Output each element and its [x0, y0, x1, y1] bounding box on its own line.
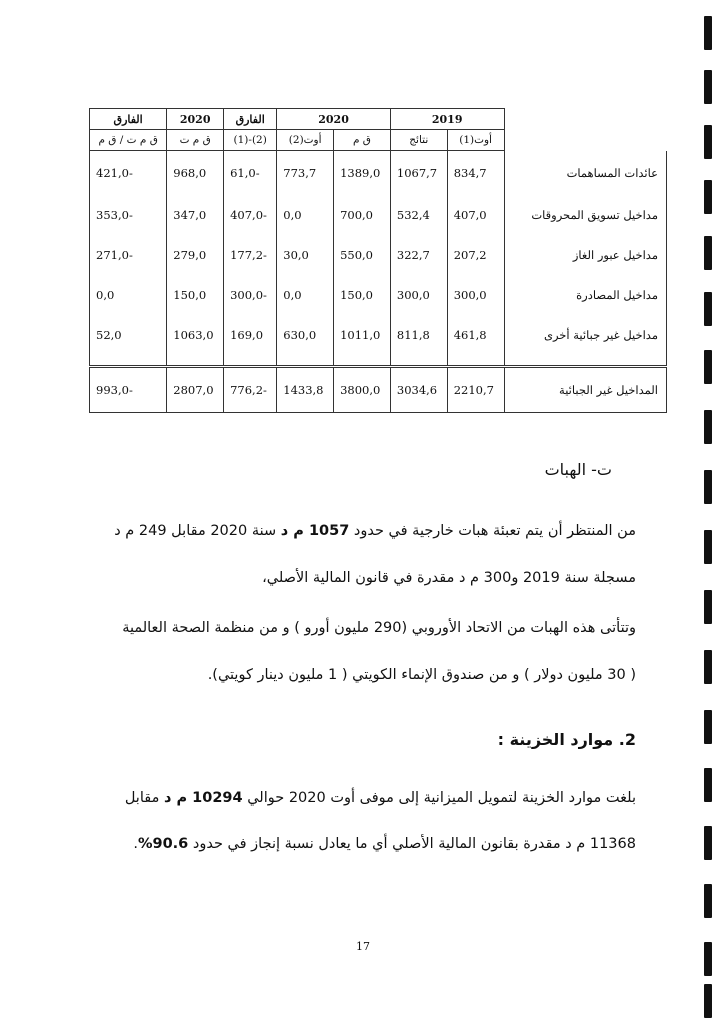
table-cell: -177,2	[224, 235, 277, 275]
table-cell: 773,7	[277, 151, 334, 196]
table-cell: 150,0	[167, 275, 224, 315]
treasury-line-1: بلغت موارد الخزينة لتمويل الميزانية إلى موفى أوت 2020 حوالي 10294 م د مقابل	[124, 790, 636, 806]
table-header-years	[90, 109, 667, 130]
table-cell: 169,0	[224, 315, 277, 355]
sub-aout-2: أوت(2)	[277, 130, 334, 151]
grants-line-2: مسجلة سنة 2019 و300 م د مقدرة في قانون المالية الأصلي،	[262, 570, 636, 586]
page-number: 17	[356, 940, 370, 953]
header-2020: 2020	[277, 109, 391, 130]
row-label: مداخيل عبور الغاز	[504, 235, 667, 275]
revenue-table	[89, 108, 667, 413]
section-heading-grants: ت- الهبات	[544, 460, 612, 479]
table-cell: 834,7	[447, 151, 504, 196]
table-row	[90, 275, 667, 315]
row-label: المداخيل غير الجبائية	[504, 367, 667, 413]
row-label: مداخيل تسويق المحروقات	[504, 195, 667, 235]
table-row	[90, 235, 667, 275]
table-cell: 0,0	[277, 195, 334, 235]
table-cell: 407,0	[447, 195, 504, 235]
table-cell: 300,0	[447, 275, 504, 315]
table-cell: 347,0	[167, 195, 224, 235]
table-row-total: المداخيل غير الجبائية 2210,7 3034,6 3800,0 1433,8 -776,2 2807,0 -993,0	[90, 367, 667, 413]
table-cell: 550,0	[334, 235, 391, 275]
table-row	[90, 151, 667, 196]
sub-lf: ق م	[334, 130, 391, 151]
binding-strip	[704, 0, 712, 1024]
section-heading-treasury: 2. موارد الخزينة :	[497, 730, 636, 749]
header-2019: 2019	[390, 109, 504, 130]
table-cell: 461,8	[447, 315, 504, 355]
row-label: مداخيل المصادرة	[504, 275, 667, 315]
table-cell: 150,0	[334, 275, 391, 315]
table-cell: 1389,0	[334, 151, 391, 196]
header-2020-lfc: 2020	[167, 109, 224, 130]
header-diff-1: الفارق	[224, 109, 277, 130]
grants-line-1: من المنتظر أن يتم تعبئة هبات خارجية في حدود 1057 م د سنة 2020 مقابل 249 م د	[114, 523, 636, 539]
table-cell: 700,0	[334, 195, 391, 235]
table-cell: -407,0	[224, 195, 277, 235]
table-cell: 1063,0	[167, 315, 224, 355]
table-cell: 1067,7	[390, 151, 447, 196]
table-cell: 322,7	[390, 235, 447, 275]
table-cell: 207,2	[447, 235, 504, 275]
row-label: عائدات المساهمات	[504, 151, 667, 196]
grants-line-3: وتتأتى هذه الهبات من الاتحاد الأوروبي (290 مليون أورو ) و من منظمة الصحة العالمية	[122, 620, 636, 636]
table-header-sub	[90, 130, 667, 151]
table-row	[90, 315, 667, 355]
treasury-line-2: 11368 م د مقدرة بقانون المالية الأصلي أي ما يعادل نسبة إنجاز في حدود 90.6%.	[133, 836, 636, 852]
table-cell: 0,0	[90, 275, 167, 315]
table-cell: -300,0	[224, 275, 277, 315]
sub-lfc-lf: ق م ت / ق م	[90, 130, 167, 151]
table-cell: -353,0	[90, 195, 167, 235]
table-cell: 1011,0	[334, 315, 391, 355]
sub-aout-1: أوت(1)	[447, 130, 504, 151]
sub-results: نتائج	[390, 130, 447, 151]
row-label: مداخيل غير جبائية أخرى	[504, 315, 667, 355]
header-diff-2: الفارق	[90, 109, 167, 130]
table-cell: 630,0	[277, 315, 334, 355]
table-cell: 300,0	[390, 275, 447, 315]
table-cell: 52,0	[90, 315, 167, 355]
table-cell: -271,0	[90, 235, 167, 275]
sub-diff-2-1: (2)-(1)	[224, 130, 277, 151]
table-cell: 279,0	[167, 235, 224, 275]
table-cell: 30,0	[277, 235, 334, 275]
table-cell: 532,4	[390, 195, 447, 235]
table-cell: 811,8	[390, 315, 447, 355]
grants-line-4: ( 30 مليون دولار ) و من صندوق الإنماء الكويتي ( 1 مليون دينار كويتي).	[207, 667, 636, 683]
table-cell: -61,0	[224, 151, 277, 196]
table-cell: 968,0	[167, 151, 224, 196]
sub-lfc: ق م ت	[167, 130, 224, 151]
table-cell: -421,0	[90, 151, 167, 196]
table-row	[90, 195, 667, 235]
table-cell: 0,0	[277, 275, 334, 315]
